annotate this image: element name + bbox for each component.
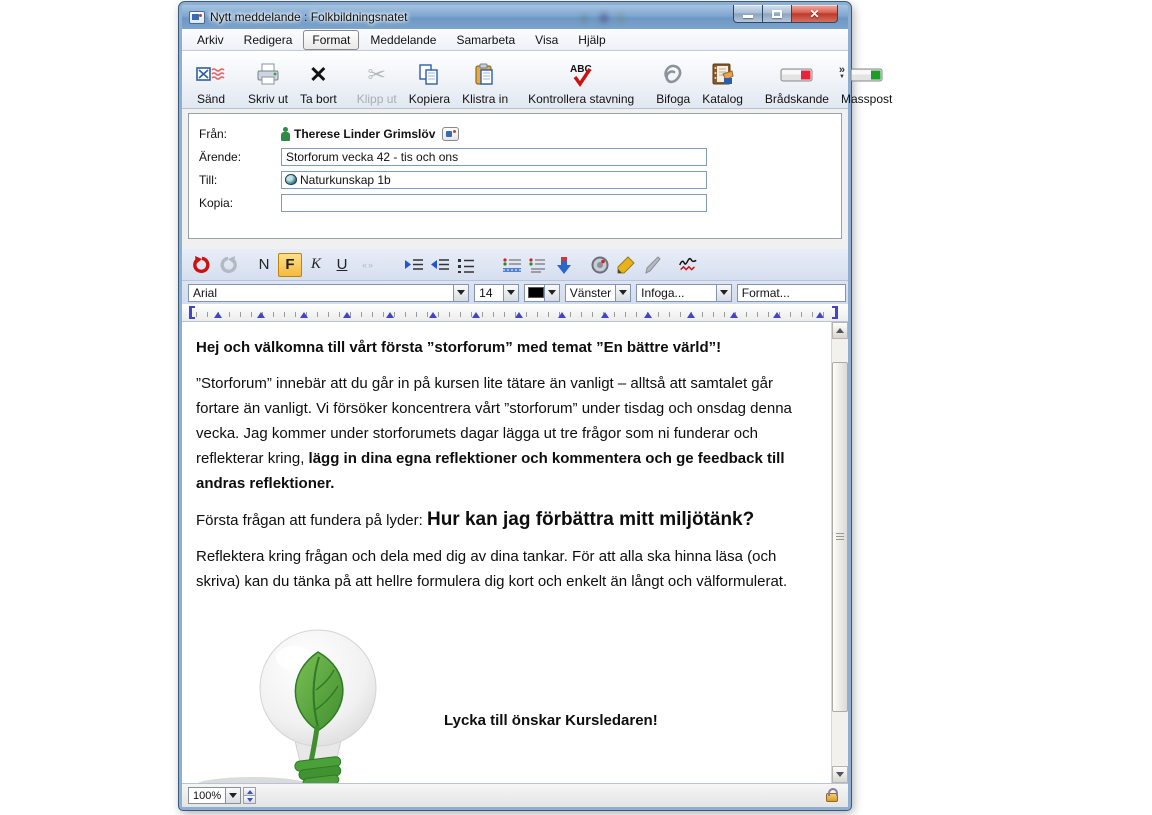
maximize-icon (772, 10, 782, 18)
menu-redigera[interactable]: Redigera (243, 32, 293, 47)
cc-row (199, 191, 841, 214)
delete-button[interactable] (294, 55, 343, 106)
send-button[interactable] (190, 55, 232, 106)
undo-button[interactable] (190, 253, 214, 277)
dropdown-arrow-icon[interactable] (544, 285, 559, 301)
delete-icon: ✕ (309, 62, 328, 87)
menu-hjalp[interactable]: Hjälp (578, 32, 606, 47)
main-toolbar (182, 51, 893, 109)
to-value: Naturkunskap 1b (300, 172, 391, 187)
from-row (199, 122, 841, 145)
zoom-decrease-button[interactable] (243, 796, 256, 804)
embed-object-button[interactable] (588, 253, 612, 277)
paste-label: Klistra in (462, 92, 509, 106)
subject-input[interactable] (281, 148, 707, 166)
envelope-fields-box (188, 113, 842, 239)
menu-arkiv[interactable]: Arkiv (197, 32, 224, 47)
close-button[interactable] (792, 5, 838, 23)
body-p2-text: ”Storforum” innebär att du går in på kursen lite tätare än vanligt – alltså att samtalet går fortare än vanligt. Vi försöker koncentrera vårt ”storforum” under tisdag och onsdag denna vecka. Jag kommer under storforumets dagar lägga ut tre frågor som ni funderar och reflekterar kring, (196, 375, 792, 467)
body-p3-question: Hur kan jag förbättra mitt miljötänk? (426, 509, 755, 530)
bullet-list-button[interactable] (454, 253, 478, 277)
menu-bar (182, 29, 848, 51)
paperclip-icon (660, 60, 686, 90)
from-label: Från: (199, 126, 228, 141)
copy-icon (417, 60, 441, 90)
body-paragraph-4: Reflektera kring frågan och dela med dig av dina tankar. För att alla ska hinna läsa (och skriva) kan du tänka på att hellre formulera dig kort och enkelt än långt och välformulerat. (196, 548, 788, 590)
alignment-value: Vänster (569, 285, 612, 300)
copy-label: Kopiera (408, 92, 451, 106)
status-bar (182, 783, 848, 807)
from-value: Therese Linder Grimslöv (294, 126, 436, 141)
message-window-icon (189, 11, 205, 24)
menu-visa[interactable]: Visa (535, 32, 559, 47)
body-p3-text: Första frågan att fundera på lyder: (196, 512, 427, 529)
close-icon: ✕ (809, 6, 820, 21)
paragraph-spacing-button[interactable] (526, 253, 550, 277)
masspost-label: Masspost (840, 92, 893, 106)
subject-label: Ärende: (199, 149, 242, 164)
format-select[interactable] (737, 284, 846, 302)
insert-select[interactable] (636, 284, 732, 302)
delete-label: Ta bort (300, 92, 337, 106)
font-bar (182, 281, 848, 304)
right-margin-marker[interactable] (832, 306, 838, 319)
color-swatch (528, 287, 544, 298)
underline-button[interactable]: U (336, 256, 348, 273)
secure-lock-icon (826, 793, 838, 802)
message-body-area (182, 322, 848, 783)
thumb-grip (836, 533, 844, 542)
menu-format[interactable]: Format (303, 30, 359, 50)
spellcheck-icon (567, 60, 595, 90)
scroll-up-button[interactable] (832, 322, 848, 339)
directory-label: Katalog (702, 92, 743, 106)
svg-text:ABC: ABC (570, 64, 592, 75)
print-label: Skriv ut (248, 92, 289, 106)
body-paragraph-1: Hej och välkomna till vårt första ”storforum” med temat ”En bättre värld”! (196, 339, 722, 356)
formatting-toolbar (182, 249, 848, 281)
format-value: Format... (741, 285, 790, 300)
cut-label: Klipp ut (356, 92, 397, 106)
titlebar-glass-blur (618, 14, 623, 22)
inline-spellcheck-button[interactable] (676, 253, 700, 277)
paste-icon (473, 60, 497, 90)
conference-icon (285, 174, 297, 185)
spacing-button-disabled[interactable]: «» (361, 259, 374, 270)
masspost-flag-icon (850, 60, 884, 90)
print-icon (255, 60, 281, 90)
titlebar-glass-blur (600, 13, 608, 23)
eyedropper-button[interactable] (640, 253, 664, 277)
vertical-scrollbar[interactable] (831, 322, 848, 783)
user-icon (281, 127, 290, 141)
urgent-toggle[interactable] (759, 55, 835, 106)
green-lightbulb-image (196, 612, 434, 783)
cc-label: Kopia: (199, 195, 234, 210)
font-size-value: 14 (479, 285, 493, 300)
highlighter-pen-button[interactable] (614, 253, 638, 277)
indent-increase-button[interactable] (402, 253, 426, 277)
minimize-button[interactable] (733, 5, 763, 23)
dropdown-arrow-icon[interactable] (615, 285, 630, 301)
subject-row (199, 145, 841, 168)
envelope-header (182, 109, 848, 249)
body-paragraph-2 (196, 371, 817, 496)
cut-icon: ✂ (367, 62, 386, 87)
dropdown-arrow-icon[interactable] (503, 285, 518, 301)
insert-value: Infoga... (641, 285, 685, 300)
left-margin-marker[interactable] (189, 306, 195, 319)
cc-input[interactable] (281, 194, 707, 212)
menu-meddelande[interactable]: Meddelande (370, 32, 437, 47)
zoom-spinner[interactable] (243, 787, 256, 804)
redo-button[interactable] (216, 253, 240, 277)
font-color-select[interactable] (524, 284, 560, 302)
spellcheck-label: Kontrollera stavning (528, 92, 635, 106)
figure-row (196, 612, 817, 783)
scroll-down-button[interactable] (832, 766, 848, 783)
from-value-group (281, 127, 459, 141)
to-input[interactable] (281, 171, 707, 189)
menu-samarbeta[interactable]: Samarbeta (456, 32, 516, 47)
dropdown-arrow-icon[interactable] (453, 285, 468, 301)
copy-button[interactable] (403, 55, 456, 106)
compose-window (179, 2, 893, 810)
zoom-level-value[interactable]: 100% (188, 787, 226, 804)
send-label: Sänd (196, 92, 226, 106)
italic-button[interactable]: K (310, 256, 321, 272)
message-editor[interactable] (182, 322, 831, 783)
bold-button[interactable]: F (278, 253, 302, 277)
window-controls (733, 5, 838, 23)
spellcheck-button[interactable] (522, 55, 640, 106)
closing-text: Lycka till önskar Kursledaren! (444, 711, 658, 729)
insert-below-arrow-button[interactable] (552, 253, 576, 277)
font-size-select[interactable] (474, 284, 519, 302)
body-paragraph-3 (196, 507, 817, 533)
resume-card-button[interactable] (442, 127, 459, 141)
ruler[interactable] (182, 304, 848, 322)
attach-label: Bifoga (656, 92, 691, 106)
titlebar-glass-blur (582, 15, 587, 22)
body-p2-bold-text: lägg in dina egna reflektioner och kommentera och ge feedback till andras reflektioner. (196, 450, 785, 492)
style-normal-button[interactable]: N (258, 256, 270, 273)
zoom-dropdown-button[interactable] (226, 787, 241, 804)
directory-button[interactable] (696, 55, 749, 106)
window-title: Nytt meddelande : Folkbildningsnatet (210, 10, 408, 24)
paste-button[interactable] (456, 55, 514, 106)
send-icon (196, 60, 226, 90)
paragraph-border-button[interactable] (500, 253, 524, 277)
maximize-button[interactable] (763, 5, 792, 23)
zoom-increase-button[interactable] (243, 787, 256, 796)
attach-button[interactable] (650, 55, 696, 106)
title-bar[interactable] (182, 5, 848, 29)
toolbar-overflow-button[interactable] (839, 67, 845, 81)
font-family-value: Arial (193, 285, 218, 300)
minimize-icon (743, 15, 753, 18)
print-button[interactable] (242, 55, 294, 106)
cut-button[interactable] (351, 55, 403, 106)
to-label: Till: (199, 172, 218, 187)
urgent-label: Brådskande (764, 92, 829, 106)
directory-book-icon (710, 60, 736, 90)
indent-decrease-button[interactable] (428, 253, 452, 277)
scrollbar-thumb[interactable] (832, 362, 848, 712)
font-family-select[interactable] (188, 284, 469, 302)
dropdown-arrow-icon[interactable] (716, 285, 731, 301)
to-row (199, 168, 841, 191)
urgent-flag-icon (780, 60, 814, 90)
alignment-select[interactable] (565, 284, 631, 302)
